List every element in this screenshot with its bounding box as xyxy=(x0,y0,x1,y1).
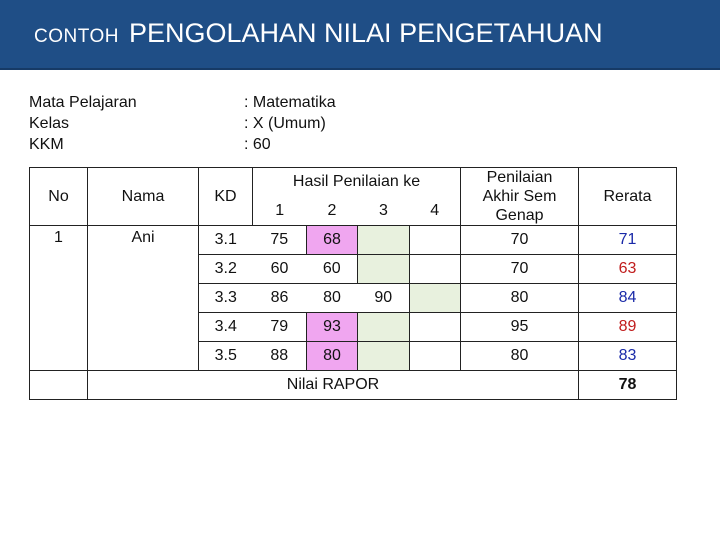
title-prefix: CONTOH xyxy=(34,26,119,47)
header-rerata: Rerata xyxy=(579,168,677,226)
score-4 xyxy=(410,284,461,313)
score-2: 93 xyxy=(307,313,358,342)
pas-score: 70 xyxy=(461,226,579,255)
score-2: 80 xyxy=(307,284,358,313)
header-row-1 xyxy=(30,168,677,197)
rapor-row xyxy=(30,371,677,400)
rapor-empty-no xyxy=(30,371,88,400)
student-name: Ani xyxy=(88,226,199,371)
value-class: : X (Umum) xyxy=(244,115,326,132)
table-row xyxy=(30,226,677,255)
kd-cell: 3.5 xyxy=(199,342,253,371)
header-kd: KD xyxy=(199,168,253,226)
score-3 xyxy=(358,342,410,371)
pas-score: 80 xyxy=(461,342,579,371)
header-n4: 4 xyxy=(410,197,461,226)
score-3: 90 xyxy=(358,284,410,313)
info-values xyxy=(244,92,336,155)
header-pas-line3: Genap xyxy=(495,207,544,224)
pas-score: 95 xyxy=(461,313,579,342)
value-kkm: : 60 xyxy=(244,136,271,153)
rapor-value: 78 xyxy=(579,371,677,400)
label-class: Kelas xyxy=(29,115,70,132)
header-n1: 1 xyxy=(253,197,307,226)
kd-cell: 3.3 xyxy=(199,284,253,313)
rerata-value: 63 xyxy=(579,255,677,284)
score-3 xyxy=(358,313,410,342)
rerata-value: 84 xyxy=(579,284,677,313)
pas-score: 70 xyxy=(461,255,579,284)
rerata-value: 89 xyxy=(579,313,677,342)
score-4 xyxy=(410,226,461,255)
score-1: 75 xyxy=(253,226,307,255)
score-4 xyxy=(410,342,461,371)
header-pas-line1: Penilaian xyxy=(486,169,553,186)
label-kkm: KKM xyxy=(29,136,64,153)
header-nama: Nama xyxy=(88,168,199,226)
score-3 xyxy=(358,226,410,255)
label-subject: Mata Pelajaran xyxy=(29,94,137,111)
title-main: PENGOLAHAN NILAI PENGETAHUAN xyxy=(128,18,603,48)
score-1: 86 xyxy=(253,284,307,313)
header-hasil-penilaian: Hasil Penilaian ke xyxy=(253,168,461,197)
pas-score: 80 xyxy=(461,284,579,313)
score-1: 60 xyxy=(253,255,307,284)
header-n2: 2 xyxy=(307,197,358,226)
header-pas-line2: Akhir Sem xyxy=(482,188,557,205)
rerata-value: 83 xyxy=(579,342,677,371)
score-2: 60 xyxy=(307,255,358,284)
score-2: 80 xyxy=(307,342,358,371)
score-3 xyxy=(358,255,410,284)
kd-cell: 3.4 xyxy=(199,313,253,342)
grades-table xyxy=(29,167,677,400)
header-pas xyxy=(461,168,579,226)
score-1: 79 xyxy=(253,313,307,342)
kd-cell: 3.2 xyxy=(199,255,253,284)
page-title xyxy=(34,18,603,49)
student-no: 1 xyxy=(30,226,88,371)
rerata-value: 71 xyxy=(579,226,677,255)
score-1: 88 xyxy=(253,342,307,371)
header-no: No xyxy=(30,168,88,226)
score-4 xyxy=(410,313,461,342)
header-n3: 3 xyxy=(358,197,410,226)
kd-cell: 3.1 xyxy=(199,226,253,255)
info-labels xyxy=(29,92,137,155)
score-4 xyxy=(410,255,461,284)
rapor-label: Nilai RAPOR xyxy=(88,371,579,400)
title-banner xyxy=(0,0,720,70)
score-2: 68 xyxy=(307,226,358,255)
value-subject: : Matematika xyxy=(244,94,336,111)
